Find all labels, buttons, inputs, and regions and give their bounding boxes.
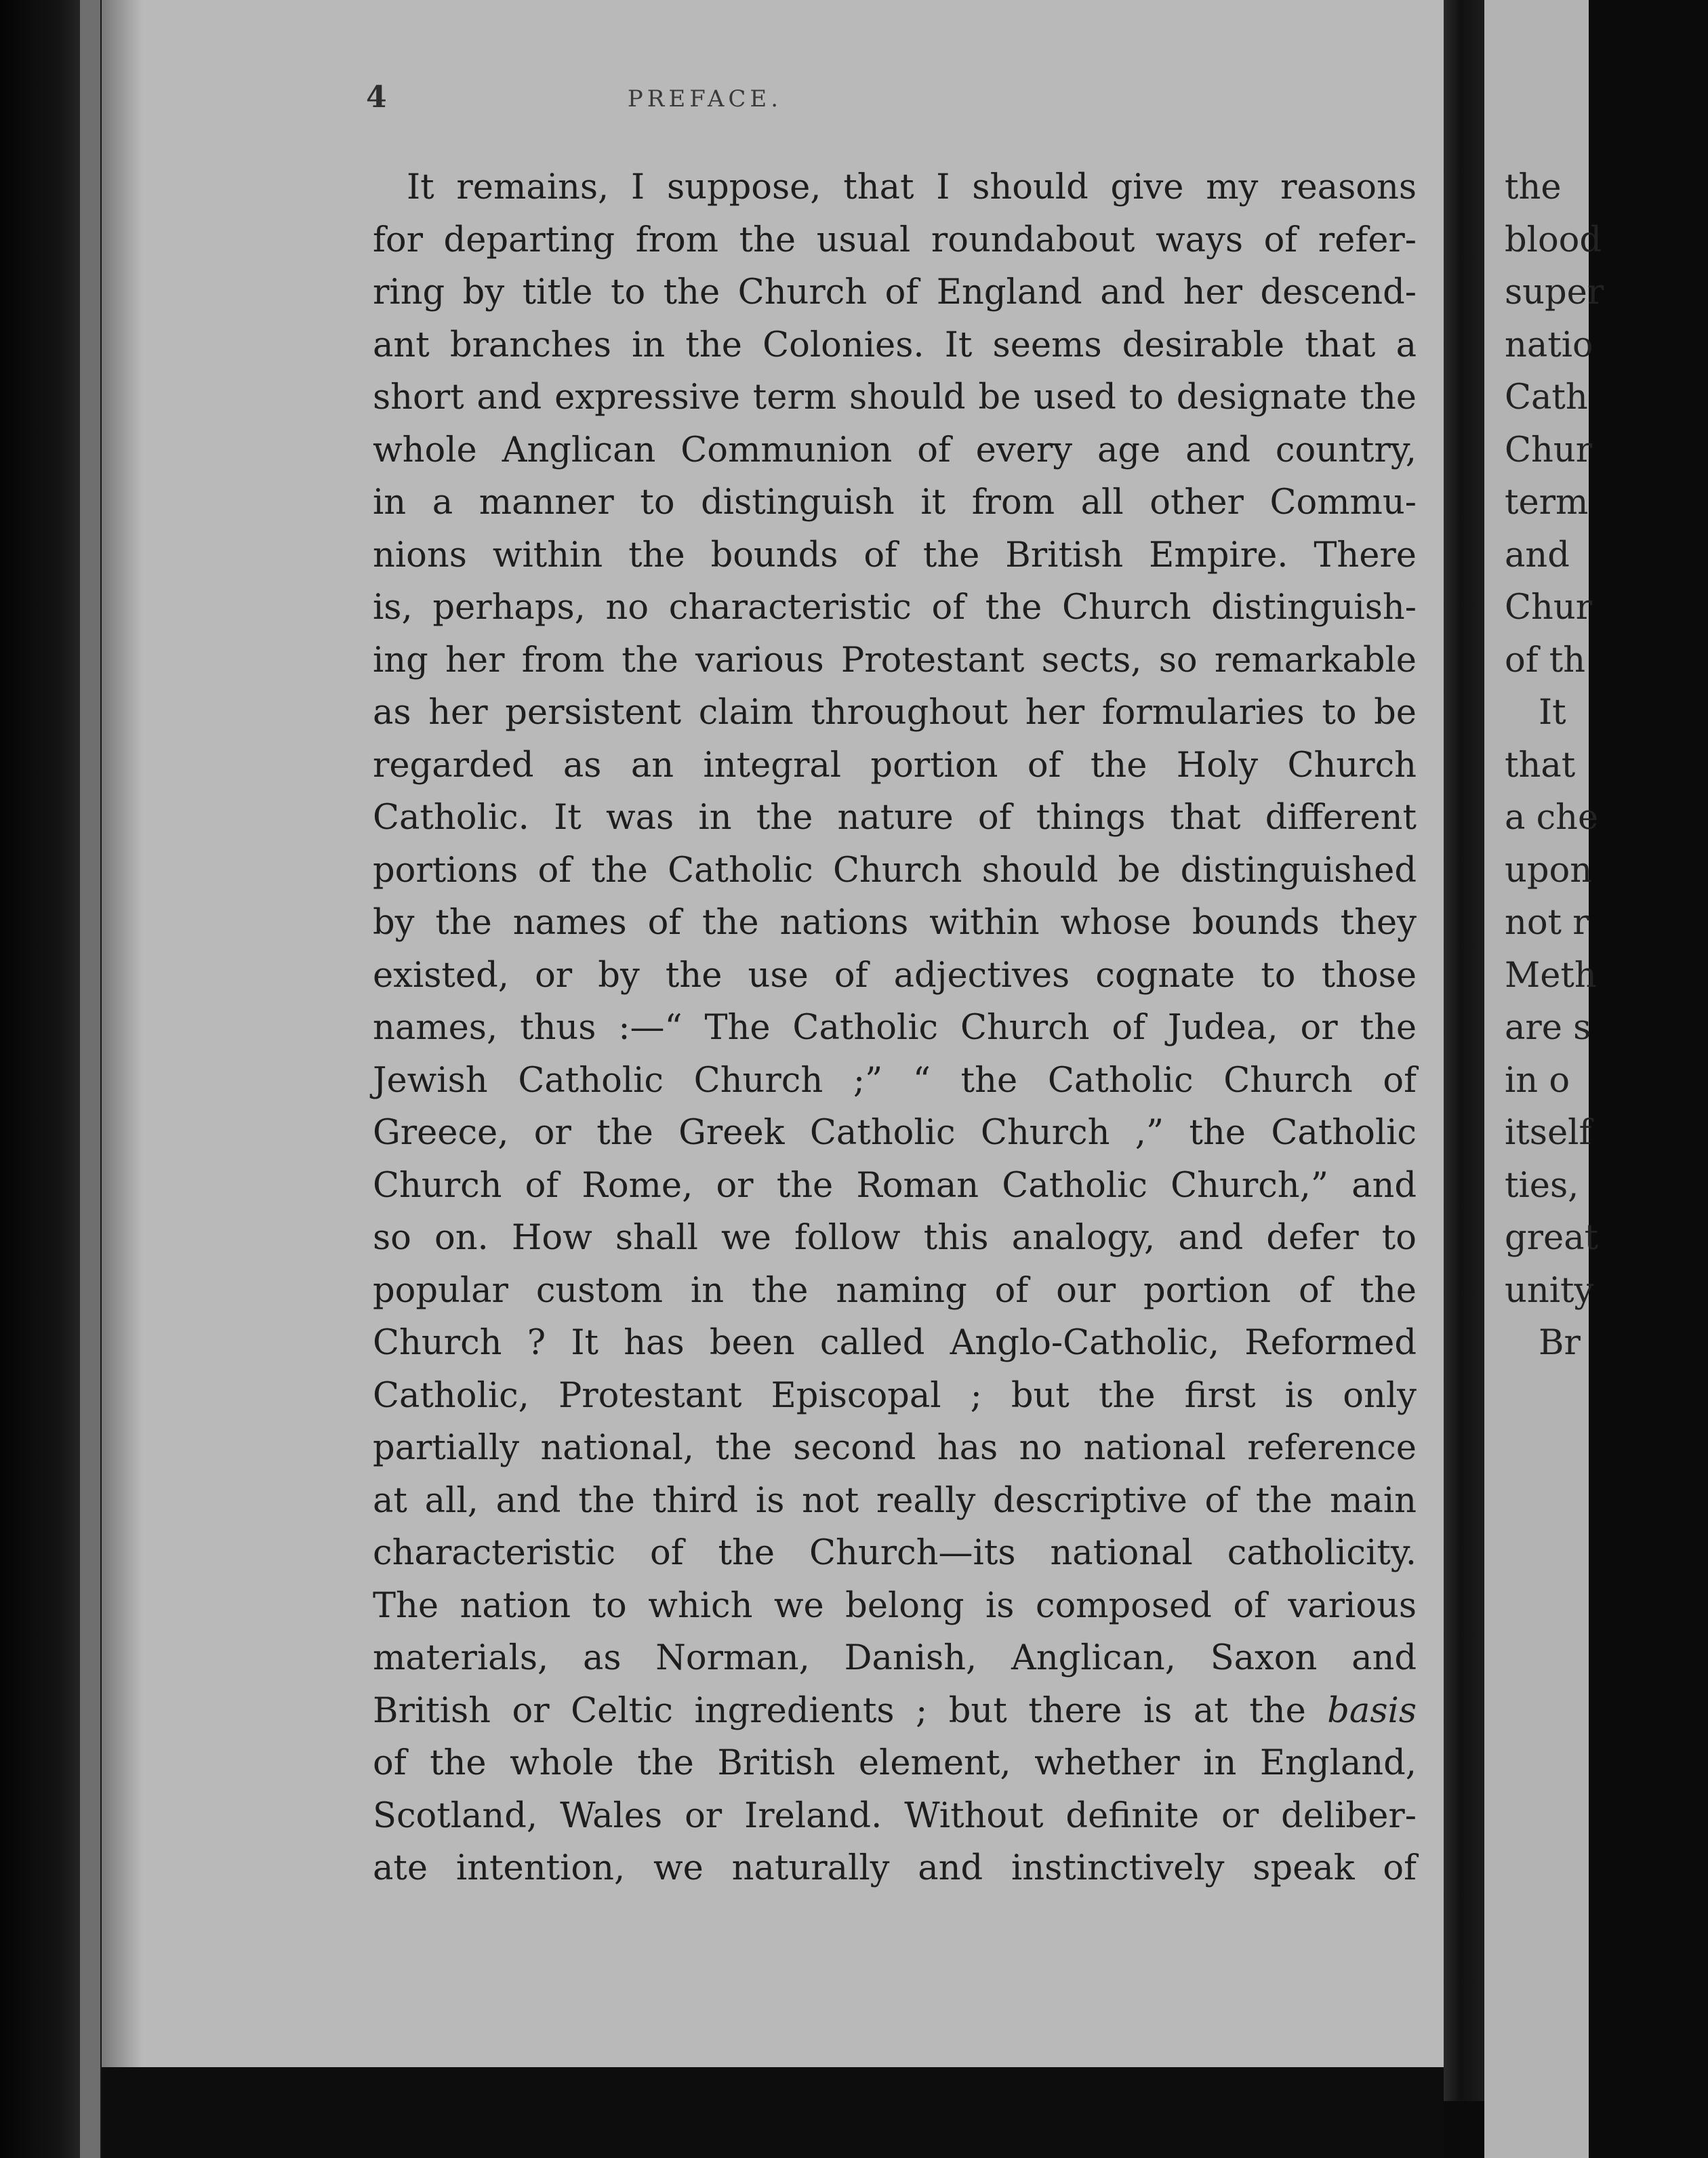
facing-text-line: Chur: [1505, 588, 1593, 628]
text-line: ant branches in the Colonies. It seems desirable that a: [373, 325, 1417, 365]
text-line: by the names of the nations within whose bounds they: [373, 903, 1417, 943]
text-line: The nation to which we belong is composed of various: [373, 1585, 1417, 1626]
facing-text-line: Cath: [1505, 378, 1588, 418]
book-gutter: [1444, 0, 1486, 2101]
text-segment: British or Celtic ingredients ; but there is at the: [373, 1690, 1328, 1731]
text-line: Greece, or the Greek Catholic Church ,” the Catholic: [373, 1113, 1417, 1153]
text-line: whole Anglican Communion of every age and country,: [373, 430, 1417, 470]
text-line: materials, as Norman, Danish, Anglican, Saxon and: [373, 1638, 1417, 1678]
book-edge-strip: [80, 0, 100, 2158]
page-shadow: [102, 0, 142, 2067]
facing-text-line: that: [1505, 745, 1576, 786]
text-line: ate intention, we naturally and instinctively speak of: [373, 1848, 1417, 1888]
text-line: Jewish Catholic Church ;” “ the Catholic Church of: [373, 1060, 1417, 1101]
facing-text-line: Br: [1539, 1323, 1581, 1363]
text-line: partially national, the second has no national reference: [373, 1428, 1417, 1468]
facing-page-text: [1505, 161, 1708, 1370]
facing-text-line: Chur: [1505, 430, 1593, 470]
text-line: regarded as an integral portion of the Holy Church: [373, 745, 1417, 786]
text-line-with-italic: [373, 1685, 1417, 1738]
text-line: so on. How shall we follow this analogy, and defer to: [373, 1218, 1417, 1258]
text-line: Scotland, Wales or Ireland. Without definite or deliber-: [373, 1795, 1417, 1836]
text-line: portions of the Catholic Church should be distinguished: [373, 850, 1417, 891]
facing-text-line: upon: [1505, 850, 1593, 891]
page-header: [366, 80, 1423, 121]
text-line: at all, and the third is not really descriptive of the main: [373, 1480, 1417, 1521]
facing-text-line: Meth: [1505, 955, 1597, 996]
page-number: 4: [366, 80, 387, 115]
facing-text-line: great: [1505, 1218, 1599, 1258]
text-line: Catholic. It was in the nature of things that different: [373, 798, 1417, 838]
facing-text-line: ties,: [1505, 1165, 1579, 1206]
scan-bottom-margin: [102, 2067, 1444, 2158]
text-line: It remains, I suppose, that I should give my reasons: [407, 167, 1417, 207]
facing-text-line: term: [1505, 483, 1589, 523]
text-line: ring by title to the Church of England and her descend-: [373, 272, 1417, 312]
text-line: for departing from the usual roundabout ways of refer-: [373, 220, 1417, 260]
facing-page-fragment: [1484, 0, 1604, 2158]
running-head: PREFACE.: [627, 85, 783, 113]
facing-text-line: in o: [1505, 1060, 1570, 1101]
text-line: in a manner to distinguish it from all other Commu-: [373, 483, 1417, 523]
text-line: characteristic of the Church—its national catholicity.: [373, 1533, 1417, 1573]
facing-text-line: blood: [1505, 220, 1602, 260]
facing-text-line: a che: [1505, 798, 1599, 838]
text-line: Church ? It has been called Anglo-Catholic, Reformed: [373, 1323, 1417, 1363]
facing-text-line: unity: [1505, 1270, 1594, 1311]
text-line: as her persistent claim throughout her formularies to be: [373, 693, 1417, 733]
text-line: is, perhaps, no characteristic of the Church distinguish-: [373, 588, 1417, 628]
facing-text-line: It: [1539, 693, 1566, 733]
text-line: existed, or by the use of adjectives cognate to those: [373, 955, 1417, 996]
text-line: short and expressive term should be used to designate the: [373, 378, 1417, 418]
text-line: Church of Rome, or the Roman Catholic Church,” and: [373, 1165, 1417, 1206]
text-line: nions within the bounds of the British Empire. There: [373, 535, 1417, 575]
italic-word: basis: [1327, 1690, 1417, 1731]
facing-text-line: itself: [1505, 1113, 1592, 1153]
facing-text-line: super: [1505, 272, 1604, 312]
text-line: of the whole the British element, whether in England,: [373, 1743, 1417, 1783]
preface-text: [373, 161, 1417, 1895]
facing-text-line: the: [1505, 167, 1562, 207]
text-line: Catholic, Protestant Episcopal ; but the first is only: [373, 1375, 1417, 1416]
facing-text-line: natio: [1505, 325, 1593, 365]
text-line: popular custom in the naming of our portion of the: [373, 1270, 1417, 1311]
text-line: names, thus :—“ The Catholic Church of Judea, or the: [373, 1008, 1417, 1048]
facing-text-line: of th: [1505, 640, 1586, 680]
facing-text-line: not r: [1505, 903, 1589, 943]
text-line: ing her from the various Protestant sects, so remarkable: [373, 640, 1417, 680]
facing-text-line: are s: [1505, 1008, 1591, 1048]
facing-text-line: and: [1505, 535, 1570, 575]
